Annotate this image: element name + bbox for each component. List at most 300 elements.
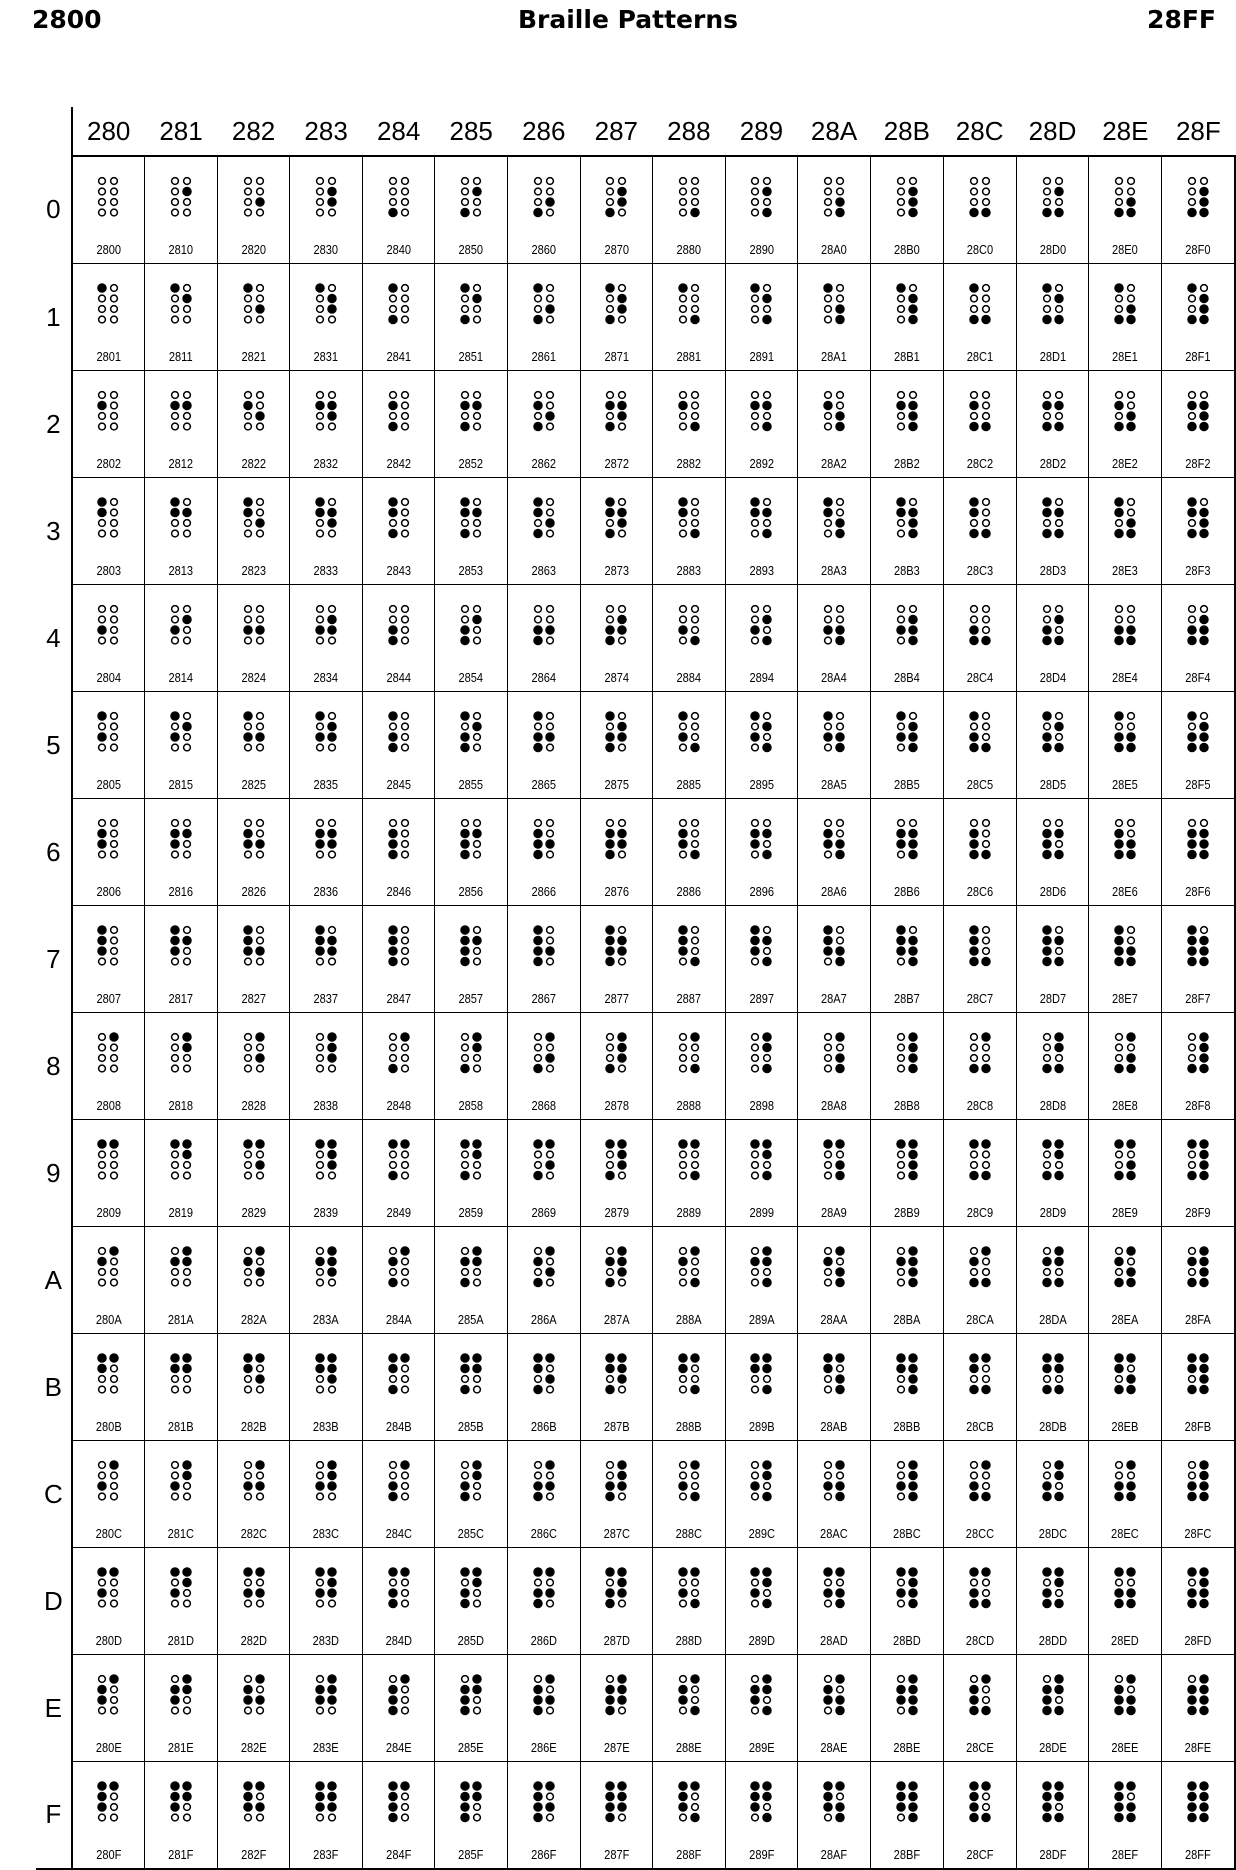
raised-dot bbox=[618, 509, 626, 517]
empty-dot bbox=[982, 1162, 989, 1169]
raised-dot bbox=[1055, 1065, 1063, 1073]
empty-dot bbox=[1055, 1269, 1062, 1276]
raised-dot bbox=[1043, 1568, 1051, 1576]
empty-dot bbox=[317, 1676, 324, 1683]
empty-dot bbox=[244, 1044, 251, 1051]
code-point-label: 28E7 bbox=[1112, 991, 1139, 1006]
chart-row bbox=[36, 478, 1235, 585]
braille-glyph bbox=[243, 176, 265, 218]
raised-dot bbox=[836, 1172, 844, 1180]
code-point-cell bbox=[507, 1227, 580, 1334]
braille-glyph bbox=[1187, 1139, 1209, 1181]
raised-dot bbox=[1055, 1600, 1063, 1608]
empty-dot bbox=[1043, 306, 1050, 313]
raised-dot bbox=[171, 1482, 179, 1490]
code-point-cell bbox=[435, 1013, 508, 1120]
raised-dot bbox=[316, 1782, 324, 1790]
empty-dot bbox=[256, 530, 263, 537]
raised-dot bbox=[244, 498, 252, 506]
raised-dot bbox=[546, 1268, 554, 1276]
raised-dot bbox=[691, 958, 699, 966]
braille-glyph bbox=[823, 497, 845, 539]
code-point-label: 28C3 bbox=[966, 563, 993, 578]
raised-dot bbox=[1043, 1707, 1051, 1715]
raised-dot bbox=[401, 1782, 409, 1790]
raised-dot bbox=[606, 402, 614, 410]
row-header: 4 bbox=[46, 622, 61, 653]
raised-dot bbox=[1043, 637, 1051, 645]
empty-dot bbox=[534, 1472, 541, 1479]
raised-dot bbox=[244, 1568, 252, 1576]
raised-dot bbox=[909, 1258, 917, 1266]
raised-dot bbox=[618, 305, 626, 313]
code-point-label: 28CF bbox=[966, 1847, 994, 1862]
code-point-cell bbox=[72, 1762, 145, 1870]
empty-dot bbox=[256, 178, 263, 185]
raised-dot bbox=[1188, 1793, 1196, 1801]
raised-dot bbox=[836, 958, 844, 966]
raised-dot bbox=[1043, 1696, 1051, 1704]
empty-dot bbox=[825, 413, 832, 420]
empty-dot bbox=[897, 209, 904, 216]
raised-dot bbox=[256, 198, 264, 206]
empty-dot bbox=[691, 627, 698, 634]
empty-dot bbox=[317, 1055, 324, 1062]
code-point-cell bbox=[943, 156, 1016, 264]
code-point-cell bbox=[870, 1227, 943, 1334]
empty-dot bbox=[897, 306, 904, 313]
raised-dot bbox=[534, 626, 542, 634]
empty-dot bbox=[825, 1034, 832, 1041]
empty-dot bbox=[534, 820, 541, 827]
empty-dot bbox=[679, 1151, 686, 1158]
empty-dot bbox=[764, 627, 771, 634]
empty-dot bbox=[389, 1462, 396, 1469]
empty-dot bbox=[172, 1376, 179, 1383]
raised-dot bbox=[1055, 1579, 1063, 1587]
raised-dot bbox=[1115, 1686, 1123, 1694]
code-point-cell bbox=[943, 1441, 1016, 1548]
empty-dot bbox=[244, 1707, 251, 1714]
raised-dot bbox=[256, 626, 264, 634]
empty-dot bbox=[897, 520, 904, 527]
empty-dot bbox=[244, 820, 251, 827]
page-title: Braille Patterns bbox=[517, 5, 738, 34]
empty-dot bbox=[691, 606, 698, 613]
raised-dot bbox=[1200, 626, 1208, 634]
raised-dot bbox=[316, 509, 324, 517]
code-point-label: 283B bbox=[313, 1419, 340, 1434]
code-point-label: 2858 bbox=[458, 1098, 484, 1113]
code-point-label: 282F bbox=[240, 1847, 267, 1862]
empty-dot bbox=[474, 744, 481, 751]
code-point-cell bbox=[435, 264, 508, 371]
braille-glyph bbox=[1114, 176, 1136, 218]
empty-dot bbox=[172, 392, 179, 399]
raised-dot bbox=[1188, 958, 1196, 966]
raised-dot bbox=[606, 830, 614, 838]
raised-dot bbox=[836, 519, 844, 527]
code-point-cell bbox=[290, 371, 363, 478]
braille-glyph bbox=[823, 1139, 845, 1181]
braille-glyph bbox=[533, 390, 555, 432]
raised-dot bbox=[824, 498, 832, 506]
empty-dot bbox=[256, 423, 263, 430]
raised-dot bbox=[763, 1044, 771, 1052]
code-point-label: 283F bbox=[313, 1847, 339, 1862]
empty-dot bbox=[825, 423, 832, 430]
raised-dot bbox=[1127, 1675, 1135, 1683]
empty-dot bbox=[897, 958, 904, 965]
raised-dot bbox=[618, 840, 626, 848]
raised-dot bbox=[606, 209, 614, 217]
raised-dot bbox=[1188, 498, 1196, 506]
raised-dot bbox=[461, 712, 469, 720]
raised-dot bbox=[618, 1696, 626, 1704]
empty-dot bbox=[970, 1055, 977, 1062]
empty-dot bbox=[1116, 295, 1123, 302]
empty-dot bbox=[1043, 723, 1050, 730]
empty-dot bbox=[982, 178, 989, 185]
raised-dot bbox=[909, 1675, 917, 1683]
raised-dot bbox=[328, 1354, 336, 1362]
raised-dot bbox=[763, 937, 771, 945]
empty-dot bbox=[256, 927, 263, 934]
raised-dot bbox=[1200, 1686, 1208, 1694]
code-point-label: 2813 bbox=[168, 563, 194, 578]
raised-dot bbox=[679, 284, 687, 292]
empty-dot bbox=[691, 520, 698, 527]
braille-glyph bbox=[97, 1567, 119, 1609]
code-point-label: 2843 bbox=[386, 563, 411, 578]
empty-dot bbox=[317, 199, 324, 206]
code-point-label: 28E5 bbox=[1112, 777, 1139, 792]
raised-dot bbox=[691, 1707, 699, 1715]
code-point-label: 2867 bbox=[531, 991, 557, 1006]
code-point-cell bbox=[653, 1334, 726, 1441]
empty-dot bbox=[837, 723, 844, 730]
raised-dot bbox=[897, 1568, 905, 1576]
empty-dot bbox=[1043, 1151, 1050, 1158]
raised-dot bbox=[389, 744, 397, 752]
empty-dot bbox=[679, 1386, 686, 1393]
empty-dot bbox=[111, 509, 118, 516]
empty-dot bbox=[172, 1676, 179, 1683]
braille-glyph bbox=[170, 283, 192, 325]
raised-dot bbox=[1055, 1793, 1063, 1801]
raised-dot bbox=[618, 1033, 626, 1041]
empty-dot bbox=[1189, 820, 1196, 827]
empty-dot bbox=[317, 723, 324, 730]
raised-dot bbox=[110, 1033, 118, 1041]
empty-dot bbox=[534, 1462, 541, 1469]
raised-dot bbox=[328, 1461, 336, 1469]
raised-dot bbox=[970, 1568, 978, 1576]
empty-dot bbox=[1128, 188, 1135, 195]
raised-dot bbox=[1200, 316, 1208, 324]
empty-dot bbox=[546, 295, 553, 302]
code-point-label: 28E9 bbox=[1112, 1205, 1139, 1220]
raised-dot bbox=[763, 1600, 771, 1608]
raised-dot bbox=[1127, 1803, 1135, 1811]
raised-dot bbox=[316, 926, 324, 934]
code-point-cell bbox=[507, 692, 580, 799]
empty-dot bbox=[1189, 1044, 1196, 1051]
code-point-label: 2886 bbox=[676, 884, 702, 899]
braille-glyph bbox=[605, 283, 627, 325]
empty-dot bbox=[317, 1376, 324, 1383]
braille-glyph bbox=[1187, 1674, 1209, 1716]
code-point-label: 2899 bbox=[749, 1205, 774, 1220]
empty-dot bbox=[752, 392, 759, 399]
raised-dot bbox=[1115, 1793, 1123, 1801]
code-point-label: 2822 bbox=[241, 456, 266, 471]
empty-dot bbox=[546, 1686, 553, 1693]
code-point-cell bbox=[580, 1334, 653, 1441]
empty-dot bbox=[825, 851, 832, 858]
raised-dot bbox=[461, 937, 469, 945]
raised-dot bbox=[679, 926, 687, 934]
empty-dot bbox=[462, 188, 469, 195]
raised-dot bbox=[256, 1675, 264, 1683]
code-point-cell bbox=[725, 1334, 798, 1441]
empty-dot bbox=[679, 178, 686, 185]
raised-dot bbox=[98, 626, 106, 634]
empty-dot bbox=[184, 209, 191, 216]
code-point-cell bbox=[653, 1227, 726, 1334]
code-point-cell bbox=[290, 478, 363, 585]
empty-dot bbox=[897, 413, 904, 420]
empty-dot bbox=[474, 316, 481, 323]
empty-dot bbox=[329, 851, 336, 858]
empty-dot bbox=[317, 851, 324, 858]
raised-dot bbox=[1200, 1161, 1208, 1169]
empty-dot bbox=[389, 1269, 396, 1276]
raised-dot bbox=[1043, 851, 1051, 859]
empty-dot bbox=[401, 1483, 408, 1490]
empty-dot bbox=[546, 1600, 553, 1607]
braille-glyph bbox=[170, 1781, 192, 1823]
braille-glyph bbox=[533, 283, 555, 325]
empty-dot bbox=[462, 1151, 469, 1158]
raised-dot bbox=[1188, 530, 1196, 538]
raised-dot bbox=[389, 958, 397, 966]
code-point-label: 2824 bbox=[241, 670, 266, 685]
empty-dot bbox=[462, 295, 469, 302]
raised-dot bbox=[1188, 1386, 1196, 1394]
code-point-cell bbox=[1089, 1762, 1162, 1870]
raised-dot bbox=[256, 1375, 264, 1383]
empty-dot bbox=[825, 1044, 832, 1051]
code-point-cell bbox=[580, 1762, 653, 1870]
raised-dot bbox=[461, 1258, 469, 1266]
raised-dot bbox=[328, 1568, 336, 1576]
empty-dot bbox=[752, 413, 759, 420]
code-point-label: 2827 bbox=[241, 991, 266, 1006]
raised-dot bbox=[1115, 958, 1123, 966]
empty-dot bbox=[534, 1162, 541, 1169]
empty-dot bbox=[534, 392, 541, 399]
raised-dot bbox=[171, 1140, 179, 1148]
empty-dot bbox=[256, 295, 263, 302]
raised-dot bbox=[389, 1258, 397, 1266]
empty-dot bbox=[401, 1172, 408, 1179]
code-point-cell bbox=[1162, 1227, 1235, 1334]
raised-dot bbox=[110, 1247, 118, 1255]
empty-dot bbox=[244, 1162, 251, 1169]
empty-dot bbox=[825, 209, 832, 216]
braille-glyph bbox=[170, 176, 192, 218]
code-point-label: 2879 bbox=[604, 1205, 629, 1220]
empty-dot bbox=[982, 948, 989, 955]
empty-dot bbox=[111, 1707, 118, 1714]
code-point-cell bbox=[580, 585, 653, 692]
empty-dot bbox=[897, 1462, 904, 1469]
empty-dot bbox=[401, 1151, 408, 1158]
raised-dot bbox=[679, 1354, 687, 1362]
raised-dot bbox=[909, 1247, 917, 1255]
code-point-label: 28E3 bbox=[1112, 563, 1139, 578]
braille-glyph bbox=[1114, 1781, 1136, 1823]
raised-dot bbox=[618, 1268, 626, 1276]
empty-dot bbox=[679, 1472, 686, 1479]
empty-dot bbox=[752, 1707, 759, 1714]
raised-dot bbox=[389, 947, 397, 955]
empty-dot bbox=[897, 1172, 904, 1179]
empty-dot bbox=[462, 606, 469, 613]
raised-dot bbox=[751, 947, 759, 955]
empty-dot bbox=[1116, 520, 1123, 527]
raised-dot bbox=[679, 1696, 687, 1704]
raised-dot bbox=[1043, 937, 1051, 945]
empty-dot bbox=[837, 1044, 844, 1051]
code-point-label: 281A bbox=[168, 1312, 194, 1327]
raised-dot bbox=[763, 1568, 771, 1576]
code-point-cell bbox=[72, 799, 145, 906]
empty-dot bbox=[256, 1600, 263, 1607]
empty-dot bbox=[982, 1044, 989, 1051]
raised-dot bbox=[389, 316, 397, 324]
braille-glyph bbox=[1042, 176, 1064, 218]
empty-dot bbox=[401, 616, 408, 623]
raised-dot bbox=[1127, 198, 1135, 206]
raised-dot bbox=[1188, 284, 1196, 292]
raised-dot bbox=[982, 1493, 990, 1501]
empty-dot bbox=[172, 723, 179, 730]
code-point-label: 28ED bbox=[1111, 1633, 1140, 1648]
raised-dot bbox=[1055, 402, 1063, 410]
empty-dot bbox=[607, 1579, 614, 1586]
braille-glyph bbox=[315, 1781, 337, 1823]
raised-dot bbox=[1200, 744, 1208, 752]
braille-glyph bbox=[315, 925, 337, 967]
empty-dot bbox=[1128, 820, 1135, 827]
raised-dot bbox=[534, 947, 542, 955]
empty-dot bbox=[752, 1248, 759, 1255]
raised-dot bbox=[691, 1247, 699, 1255]
raised-dot bbox=[763, 1151, 771, 1159]
empty-dot bbox=[317, 1151, 324, 1158]
empty-dot bbox=[546, 1707, 553, 1714]
braille-glyph bbox=[605, 1032, 627, 1074]
raised-dot bbox=[1188, 509, 1196, 517]
raised-dot bbox=[1127, 1493, 1135, 1501]
raised-dot bbox=[618, 1258, 626, 1266]
code-point-cell bbox=[725, 1548, 798, 1655]
empty-dot bbox=[1116, 1055, 1123, 1062]
raised-dot bbox=[1188, 1782, 1196, 1790]
raised-dot bbox=[534, 1482, 542, 1490]
raised-dot bbox=[171, 830, 179, 838]
raised-dot bbox=[244, 1354, 252, 1362]
braille-glyph bbox=[750, 497, 772, 539]
raised-dot bbox=[679, 402, 687, 410]
empty-dot bbox=[619, 392, 626, 399]
empty-dot bbox=[1128, 392, 1135, 399]
code-point-label: 289C bbox=[748, 1526, 775, 1541]
empty-dot bbox=[752, 958, 759, 965]
empty-dot bbox=[534, 295, 541, 302]
raised-dot bbox=[534, 1589, 542, 1597]
empty-dot bbox=[256, 958, 263, 965]
code-point-label: 283C bbox=[312, 1526, 340, 1541]
raised-dot bbox=[546, 1782, 554, 1790]
empty-dot bbox=[982, 306, 989, 313]
braille-glyph bbox=[969, 1246, 991, 1288]
raised-dot bbox=[244, 1793, 252, 1801]
empty-dot bbox=[546, 209, 553, 216]
row-header: 9 bbox=[46, 1157, 61, 1188]
code-point-label: 2889 bbox=[676, 1205, 702, 1220]
empty-dot bbox=[172, 530, 179, 537]
code-point-label: 2823 bbox=[241, 563, 266, 578]
empty-dot bbox=[111, 1172, 118, 1179]
empty-dot bbox=[970, 178, 977, 185]
braille-glyph bbox=[969, 283, 991, 325]
code-point-label: 286B bbox=[530, 1419, 557, 1434]
empty-dot bbox=[244, 1172, 251, 1179]
empty-dot bbox=[1189, 1055, 1196, 1062]
empty-dot bbox=[329, 1172, 336, 1179]
braille-glyph bbox=[1042, 497, 1064, 539]
empty-dot bbox=[764, 306, 771, 313]
code-point-label: 287A bbox=[603, 1312, 630, 1327]
empty-dot bbox=[184, 1707, 191, 1714]
braille-glyph bbox=[1114, 818, 1136, 860]
code-point-label: 285A bbox=[458, 1312, 485, 1327]
braille-glyph bbox=[1114, 1032, 1136, 1074]
empty-dot bbox=[99, 316, 106, 323]
empty-dot bbox=[256, 188, 263, 195]
braille-glyph bbox=[1187, 1567, 1209, 1609]
raised-dot bbox=[316, 1354, 324, 1362]
code-point-label: 28B3 bbox=[893, 563, 920, 578]
empty-dot bbox=[172, 1707, 179, 1714]
braille-glyph bbox=[969, 176, 991, 218]
code-point-cell bbox=[217, 371, 290, 478]
raised-dot bbox=[389, 1065, 397, 1073]
empty-dot bbox=[401, 1044, 408, 1051]
raised-dot bbox=[1043, 402, 1051, 410]
code-point-cell bbox=[1016, 1441, 1089, 1548]
raised-dot bbox=[328, 1803, 336, 1811]
empty-dot bbox=[970, 520, 977, 527]
code-point-cell bbox=[1089, 1441, 1162, 1548]
empty-dot bbox=[474, 209, 481, 216]
empty-dot bbox=[970, 1162, 977, 1169]
raised-dot bbox=[679, 733, 687, 741]
empty-dot bbox=[172, 1493, 179, 1500]
